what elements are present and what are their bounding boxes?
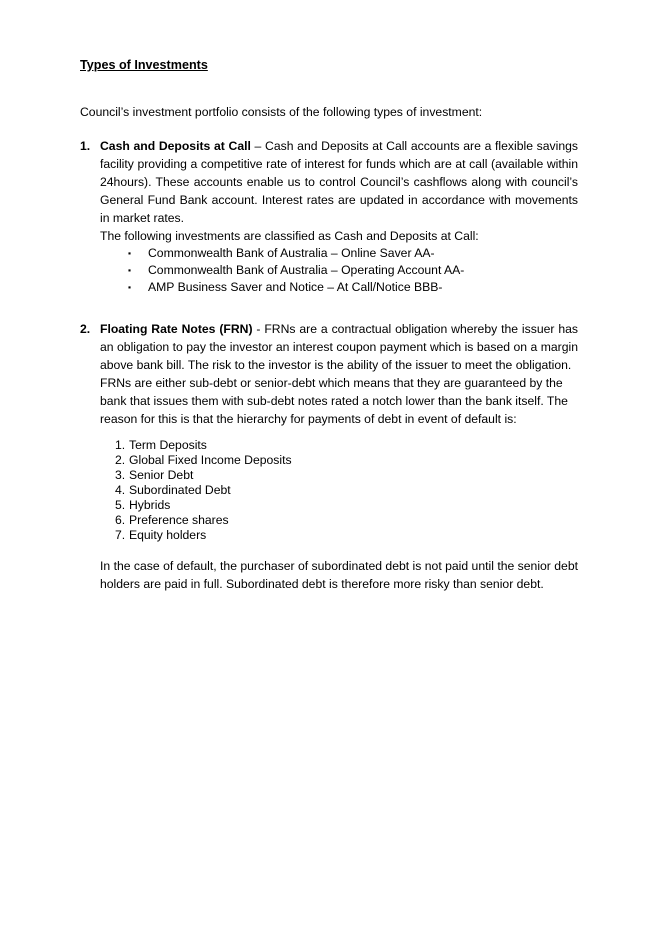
item-body-paragraph [100,320,578,374]
list-item [100,513,578,528]
list-item-text: Global Fixed Income Deposits [129,453,292,467]
numbered-item-floating-rate-notes [80,320,578,593]
item-number: 1. [80,139,91,153]
list-item-number: 6. [115,513,126,527]
bullet-item [100,262,578,279]
item-heading: Floating Rate Notes (FRN) [100,322,253,336]
list-item-text: Subordinated Debt [129,483,231,497]
bullet-text: Commonwealth Bank of Australia – Operating Account AA- [148,263,465,277]
item-heading: Cash and Deposits at Call [100,139,251,153]
list-item [100,483,578,498]
list-item-text: Hybrids [129,498,171,512]
closing-paragraph: In the case of default, the purchaser of subordinated debt is not paid until the senior debt holders are paid in full. Subordinated debt is therefore more risky than senior debt. [100,559,578,591]
item-separator: – [250,139,266,153]
bullet-text: Commonwealth Bank of Australia – Online Saver AA- [148,246,435,260]
list-item [100,438,578,453]
item-followup-line: The following investments are classified as Cash and Deposits at Call: [100,229,479,243]
list-item-number: 3. [115,468,126,482]
list-item-number: 5. [115,498,126,512]
list-item-number: 7. [115,528,126,542]
list-item-text: Preference shares [129,513,229,527]
item-body-text: Cash and Deposits at Call accounts are a flexible savings facility providing a competitive rate of interest for funds which are at call (available within 24hours). These accounts enable us to control Council’s cashflows along with council’s General Fund Bank account. Interest rates are updated in accordance with movements in market rates. [100,139,578,225]
item-number: 2. [80,322,91,336]
item-body-text: FRNs are a contractual obligation whereby the issuer has an obligation to pay the investor an interest coupon payment which is based on a margin above bank bill. The risk to the investor is the ability of the issuer to meet the obligation. [100,322,578,372]
intro-paragraph: Council’s investment portfolio consists of the following types of investment: [80,105,483,119]
bullet-text: AMP Business Saver and Notice – At Call/Notice BBB- [148,280,443,294]
numbered-item-cash-and-deposits [80,137,578,296]
item-body-paragraph [100,137,578,227]
list-item-number: 1. [115,438,126,452]
bullet-item [100,245,578,262]
list-item [100,468,578,483]
list-item-number: 2. [115,453,126,467]
square-bullet-icon: ▪ [128,282,132,292]
square-bullet-icon: ▪ [128,265,132,275]
list-item [100,528,578,543]
list-item [100,453,578,468]
list-item [100,498,578,513]
bullet-list [100,245,578,296]
bullet-item [100,279,578,296]
page-title: Types of Investments [80,58,208,72]
list-item-text: Senior Debt [129,468,194,482]
square-bullet-icon: ▪ [128,248,132,258]
list-item-text: Term Deposits [129,438,207,452]
debt-hierarchy-list [100,438,578,543]
item-separator: - [252,322,265,336]
item-second-paragraph: FRNs are either sub-debt or senior-debt which means that they are guaranteed by the bank that issues them with sub-debt notes rated a notch lower than the bank itself. The reason for this is that the hierarchy for payments of debt in event of default is: [100,376,568,426]
list-item-number: 4. [115,483,126,497]
list-item-text: Equity holders [129,528,207,542]
